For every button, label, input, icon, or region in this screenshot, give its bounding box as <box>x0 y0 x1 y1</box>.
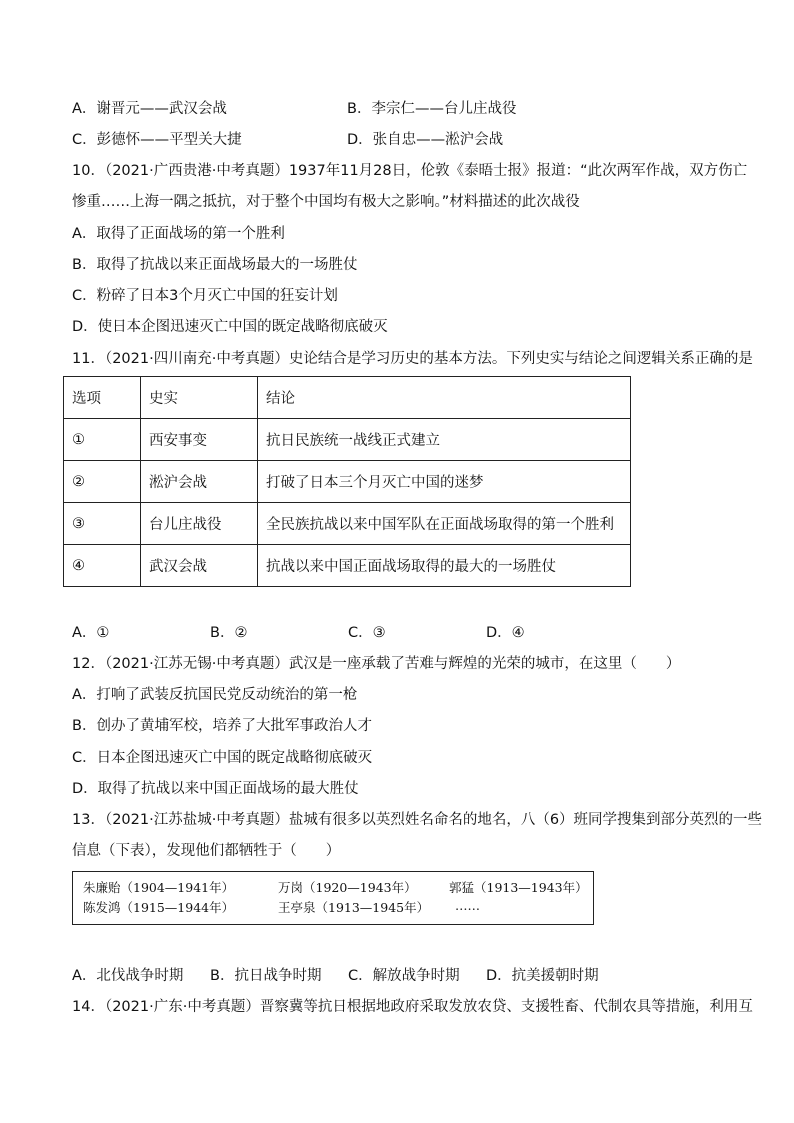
q13-option-b: B．抗日战争时期 <box>210 968 322 984</box>
q13-stem-line1: 13．（2021·江苏盐城·中考真题）盐城有很多以英烈姓名命名的地名，八（6）班同学搜集到部分英烈的一些 <box>72 812 763 828</box>
table-cell: 抗战以来中国正面战场取得的最大的一场胜仗 <box>258 545 631 587</box>
q10-stem-line2: 惨重……上海一隅之抵抗，对于整个中国均有极大之影响。”材料描述的此次战役 <box>72 194 580 210</box>
table-cell: ④ <box>64 545 141 587</box>
q12-option-b: B．创办了黄埔军校，培养了大批军事政治人才 <box>72 718 372 734</box>
q12-option-c: C．日本企图迅速灭亡中国的既定战略彻底破灭 <box>72 750 373 766</box>
table-cell: 淞沪会战 <box>141 461 258 503</box>
ellipsis: …… <box>455 898 480 913</box>
q9-option-c: C．彭德怀——平型关大捷 <box>72 132 242 148</box>
q12-option-a: A．打响了武装反抗国民党反动统治的第一枪 <box>72 687 358 703</box>
q10-option-b: B．取得了抗战以来正面战场最大的一场胜仗 <box>72 257 358 273</box>
q12-option-d: D．取得了抗战以来中国正面战场的最大胜仗 <box>72 781 359 797</box>
table-header-row <box>64 377 631 419</box>
table-header-cell: 史实 <box>141 377 258 419</box>
q11-option-b: B．② <box>210 625 248 641</box>
martyr-entry: 郭猛（1913—1943年） <box>449 880 588 895</box>
martyr-entry: 陈发鸿（1915—1944年） <box>83 900 235 915</box>
table-cell: ② <box>64 461 141 503</box>
table-cell: 台儿庄战役 <box>141 503 258 545</box>
table-cell: 西安事变 <box>141 419 258 461</box>
q10-option-d: D．使日本企图迅速灭亡中国的既定战略彻底破灭 <box>72 319 388 335</box>
table-cell: 武汉会战 <box>141 545 258 587</box>
table-header-cell: 结论 <box>258 377 631 419</box>
q13-option-c: C．解放战争时期 <box>348 968 460 984</box>
q13-info-box <box>72 871 594 925</box>
q11-option-d: D．④ <box>486 625 525 641</box>
table-cell: 打破了日本三个月灭亡中国的迷梦 <box>258 461 631 503</box>
q11-table <box>63 376 631 587</box>
table-cell: ③ <box>64 503 141 545</box>
table-row <box>64 503 631 545</box>
q9-option-b: B．李宗仁——台儿庄战役 <box>347 101 517 117</box>
table-cell: ① <box>64 419 141 461</box>
table-row <box>64 419 631 461</box>
martyr-entry: 王亭泉（1913—1945年） <box>278 900 430 915</box>
table-row <box>64 461 631 503</box>
table-cell: 抗日民族统一战线正式建立 <box>258 419 631 461</box>
q11-option-c: C．③ <box>348 625 386 641</box>
q9-option-d: D．张自忠——淞沪会战 <box>347 132 504 148</box>
q12-stem: 12．（2021·江苏无锡·中考真题）武汉是一座承载了苦难与辉煌的光荣的城市，在这里（ ） <box>72 656 681 672</box>
q13-option-a: A．北伐战争时期 <box>72 968 184 984</box>
q10-stem-line1: 10．（2021·广西贵港·中考真题）1937年11月28日，伦敦《泰晤士报》报道：“此次两军作战，双方伤亡 <box>72 163 748 179</box>
q11-option-a: A．① <box>72 625 110 641</box>
q13-option-d: D．抗美援朝时期 <box>486 968 599 984</box>
table-header-cell: 选项 <box>64 377 141 419</box>
q11-stem: 11．（2021·四川南充·中考真题）史论结合是学习历史的基本方法。下列史实与结论之间逻辑关系正确的是 <box>72 351 753 367</box>
q14-stem-line1: 14．（2021·广东·中考真题）晋察冀等抗日根据地政府采取发放农贷、支援牲畜、代制农具等措施，利用互 <box>72 999 753 1015</box>
table-row <box>64 545 631 587</box>
table-cell: 全民族抗战以来中国军队在正面战场取得的第一个胜利 <box>258 503 631 545</box>
q13-stem-line2: 信息（下表），发现他们都牺牲于（ ） <box>72 843 341 859</box>
martyr-entry: 万岗（1920—1943年） <box>278 880 417 895</box>
q10-option-c: C．粉碎了日本3个月灭亡中国的狂妄计划 <box>72 288 338 304</box>
q10-option-a: A．取得了正面战场的第一个胜利 <box>72 226 285 242</box>
q9-option-a: A．谢晋元——武汉会战 <box>72 101 227 117</box>
martyr-entry: 朱廉贻（1904—1941年） <box>83 880 235 895</box>
